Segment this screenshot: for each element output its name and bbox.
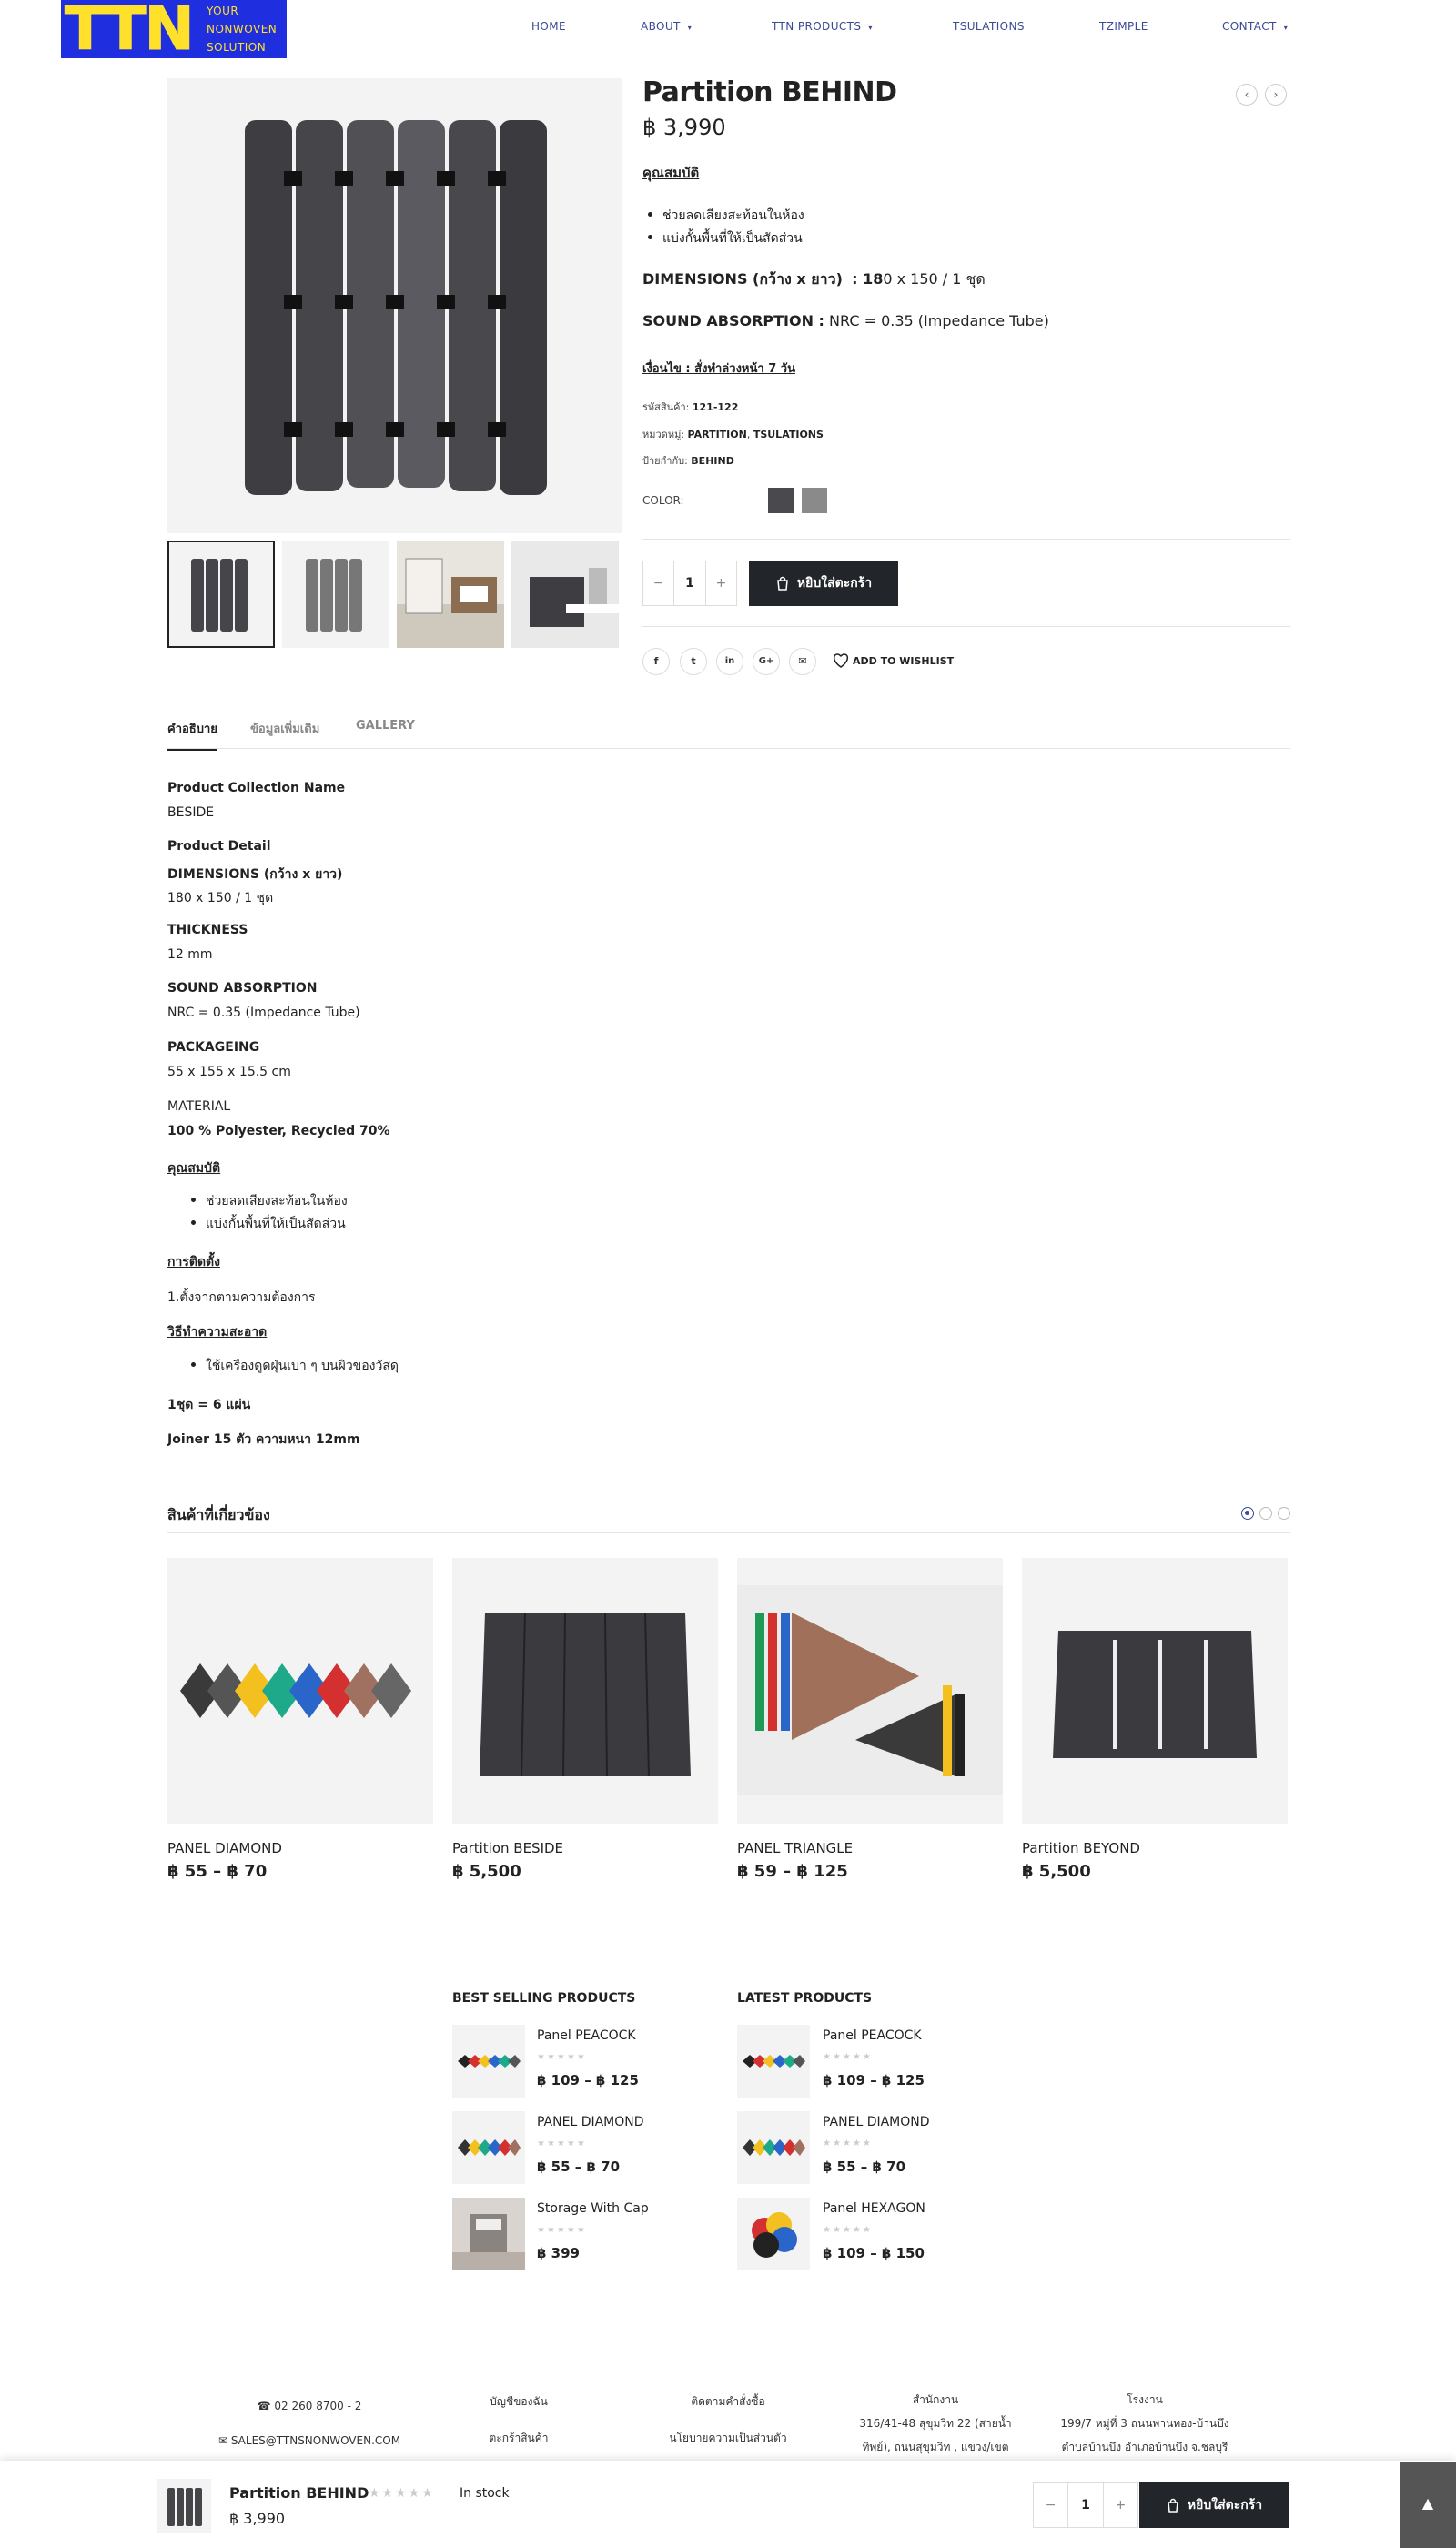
add-to-cart-label: หยิบใส่ตะกร้า bbox=[796, 576, 873, 591]
related-image-triangle[interactable] bbox=[737, 1558, 1003, 1824]
nav-tzimple[interactable] bbox=[1099, 20, 1148, 33]
latest-price: ฿ 109 – ฿ 150 bbox=[823, 2245, 925, 2261]
latest-image[interactable] bbox=[737, 2198, 810, 2270]
best-selling-name[interactable]: Panel PEACOCK bbox=[537, 2028, 636, 2043]
material-value: 100 % Polyester, Recycled 70% bbox=[167, 1124, 390, 1138]
product-title: Partition BEHIND bbox=[642, 76, 897, 108]
collection-value: BESIDE bbox=[167, 805, 215, 820]
footer-link-privacy[interactable]: นโยบายความเป็นส่วนตัว bbox=[669, 2432, 787, 2444]
order-condition: เงื่อนไข : สั่งทำล่วงหน้า 7 วัน bbox=[642, 362, 795, 376]
dimensions-value: 0 x 150 / 1 ชุด bbox=[883, 270, 986, 288]
thickness-value: 12 mm bbox=[167, 947, 213, 962]
chevron-left-icon: ‹ bbox=[1244, 88, 1249, 101]
email-share-icon[interactable]: ✉ bbox=[789, 648, 816, 675]
sound-row bbox=[642, 312, 1049, 329]
sticky-qty-input[interactable]: 1 bbox=[1067, 2483, 1103, 2527]
factory-address-1: 199/7 หมู่ที่ 3 ถนนพานทอง-บ้านบึง bbox=[1060, 2417, 1229, 2430]
joiner-info: Joiner 15 ตัว ความหนา 12mm bbox=[167, 1432, 360, 1447]
tab-additional-info[interactable]: ข้อมูลเพิ่มเติม bbox=[250, 723, 320, 736]
install-text: 1.ตั้งจากตามความต้องการ bbox=[167, 1290, 316, 1305]
best-selling-price: ฿ 399 bbox=[537, 2245, 580, 2261]
category-label: หมวดหมู่: bbox=[642, 429, 685, 440]
best-selling-heading: BEST SELLING PRODUCTS bbox=[452, 1991, 636, 2006]
related-price: ฿ 5,500 bbox=[452, 1862, 521, 1881]
sticky-quantity-stepper bbox=[1033, 2482, 1138, 2528]
latest-products-heading: LATEST PRODUCTS bbox=[737, 1991, 873, 2006]
sticky-cart-label: หยิบใส่ตะกร้า bbox=[1187, 2498, 1263, 2513]
email-address: SALES@TTNSNONWOVEN.COM bbox=[230, 2434, 401, 2447]
footer-link-track-order[interactable]: ติดตามคำสั่งซื้อ bbox=[691, 2395, 765, 2408]
wishlist-label: ADD TO WISHLIST bbox=[853, 654, 955, 667]
divider bbox=[167, 1532, 1290, 1533]
qty-minus-button[interactable]: − bbox=[652, 576, 664, 591]
cleaning-item: ใช้เครื่องดูดฝุ่นเบา ๆ บนผิวของวัสดุ bbox=[206, 1356, 399, 1376]
features-heading: คุณสมบัติ bbox=[167, 1161, 221, 1176]
qty-plus-button[interactable]: + bbox=[715, 576, 727, 591]
site-header bbox=[0, 0, 1456, 64]
logo-mark: TTN bbox=[65, 0, 193, 64]
twitter-share-icon[interactable]: t bbox=[680, 648, 707, 675]
latest-name[interactable]: Panel PEACOCK bbox=[823, 2028, 922, 2043]
color-label: COLOR: bbox=[642, 494, 684, 507]
rating-stars: ★★★★★ bbox=[823, 2225, 873, 2235]
thickness-heading: THICKNESS bbox=[167, 923, 248, 937]
thumbnail-1[interactable] bbox=[167, 541, 275, 648]
office-address-2: ทิพย์), ถนนสุขุมวิท , แขวง/เขต bbox=[862, 2441, 1009, 2453]
latest-name[interactable]: Panel HEXAGON bbox=[823, 2201, 925, 2216]
best-selling-image[interactable] bbox=[452, 2111, 525, 2184]
next-product-button[interactable] bbox=[1265, 84, 1287, 106]
linkedin-share-icon[interactable]: in bbox=[716, 648, 743, 675]
related-name[interactable]: Partition BESIDE bbox=[452, 1840, 564, 1856]
thumbnail-4[interactable] bbox=[511, 541, 619, 648]
chevron-up-icon: ▲ bbox=[1421, 2494, 1434, 2512]
chevron-down-icon: ▾ bbox=[687, 24, 693, 32]
heart-icon bbox=[833, 653, 849, 668]
divider bbox=[642, 626, 1290, 627]
cleaning-heading: วิธีทำความสะอาด bbox=[167, 1325, 268, 1340]
related-heading: สินค้าที่เกี่ยวข้อง bbox=[167, 1506, 270, 1523]
category-link-tsulations[interactable] bbox=[753, 429, 824, 440]
logo-line2: NONWOVEN bbox=[207, 23, 278, 35]
sticky-thumbnail bbox=[157, 2479, 211, 2533]
related-name[interactable]: PANEL DIAMOND bbox=[167, 1840, 282, 1856]
sku-value: 121-122 bbox=[692, 401, 739, 413]
prev-product-button[interactable] bbox=[1236, 84, 1258, 106]
nav-contact-label: CONTACT bbox=[1222, 20, 1277, 33]
stock-status: In stock bbox=[460, 2486, 510, 2501]
latest-price: ฿ 109 – ฿ 125 bbox=[823, 2072, 925, 2088]
rating-stars: ★★★★★ bbox=[537, 2052, 587, 2062]
related-name[interactable]: PANEL TRIANGLE bbox=[737, 1840, 854, 1856]
dimensions-label: DIMENSIONS (กว้าง x ยาว) bbox=[642, 270, 843, 288]
add-to-wishlist-link[interactable] bbox=[833, 653, 954, 668]
dimensions-value-bold: : 18 bbox=[852, 270, 884, 288]
latest-name[interactable]: PANEL DIAMOND bbox=[823, 2115, 930, 2129]
sticky-qty-plus[interactable]: + bbox=[1115, 2498, 1127, 2513]
envelope-icon: ✉ bbox=[217, 2434, 228, 2447]
related-image-beyond[interactable] bbox=[1022, 1558, 1288, 1824]
rating-stars: ★★★★★ bbox=[537, 2138, 587, 2149]
qty-input[interactable]: 1 bbox=[673, 561, 705, 605]
phone-icon: ☎ bbox=[257, 2400, 271, 2412]
related-name[interactable]: Partition BEYOND bbox=[1022, 1840, 1140, 1856]
shopping-bag-icon bbox=[775, 576, 790, 591]
office-address-1: 316/41-48 สุขุมวิท 22 (สายน้ำ bbox=[859, 2417, 1012, 2430]
phone-number: 02 260 8700 - 2 bbox=[274, 2400, 362, 2412]
related-price: ฿ 5,500 bbox=[1022, 1862, 1091, 1881]
material-heading: MATERIAL bbox=[167, 1099, 231, 1114]
sound-value: NRC = 0.35 (Impedance Tube) bbox=[167, 1006, 360, 1020]
googleplus-share-icon[interactable]: G+ bbox=[753, 648, 780, 675]
best-selling-name[interactable]: PANEL DIAMOND bbox=[537, 2115, 644, 2129]
category-sep: , bbox=[746, 429, 751, 440]
tab-description[interactable]: คำอธิบาย bbox=[167, 719, 217, 751]
category-link-partition[interactable] bbox=[688, 429, 747, 440]
color-swatch-grey[interactable] bbox=[802, 488, 827, 513]
category-row bbox=[642, 426, 824, 442]
carousel-dot-2[interactable] bbox=[1259, 1507, 1272, 1520]
add-to-cart-button[interactable] bbox=[749, 561, 898, 606]
quantity-stepper bbox=[642, 561, 737, 606]
best-selling-name[interactable]: Storage With Cap bbox=[537, 2201, 649, 2216]
nav-home[interactable] bbox=[531, 20, 566, 33]
nav-tsulations-label: TSULATIONS bbox=[953, 20, 1025, 33]
footer-phone[interactable] bbox=[228, 2400, 391, 2412]
scroll-to-top-button[interactable] bbox=[1400, 2462, 1456, 2548]
feature-item: แบ่งกั้นพื้นที่ให้เป็นสัดส่วน bbox=[662, 228, 803, 248]
related-image-diamond[interactable] bbox=[167, 1558, 433, 1824]
latest-image[interactable] bbox=[737, 2111, 810, 2184]
main-nav bbox=[0, 20, 1456, 40]
chevron-down-icon: ▾ bbox=[1283, 24, 1289, 32]
factory-address-2: ตำบลบ้านบึง อำเภอบ้านบึง จ.ชลบุรี bbox=[1061, 2441, 1228, 2453]
nav-home-label: HOME bbox=[531, 20, 567, 33]
product-price: ฿ 3,990 bbox=[642, 115, 726, 140]
rating-stars: ★★★★★ bbox=[823, 2138, 873, 2149]
thumbnail-2[interactable] bbox=[282, 541, 389, 648]
sound-heading: SOUND ABSORPTION bbox=[167, 981, 318, 996]
dimensions-heading: DIMENSIONS (กว้าง x ยาว) bbox=[167, 867, 343, 882]
tag-link[interactable] bbox=[691, 455, 734, 467]
sound-label: SOUND ABSORPTION : bbox=[642, 312, 824, 329]
carousel-dot-1[interactable] bbox=[1241, 1507, 1254, 1520]
sticky-add-to-cart-button[interactable] bbox=[1139, 2482, 1289, 2528]
tag-value: BEHIND bbox=[691, 455, 734, 467]
related-price: ฿ 55 – ฿ 70 bbox=[167, 1862, 268, 1881]
install-heading: การติดตั้ง bbox=[167, 1255, 220, 1269]
tag-label: ป้ายกำกับ: bbox=[642, 455, 688, 467]
nav-about-label: ABOUT bbox=[641, 20, 681, 33]
best-selling-image[interactable] bbox=[452, 2198, 525, 2270]
sticky-title: Partition BEHIND bbox=[229, 2484, 369, 2502]
sku-label: รหัสสินค้า: bbox=[642, 401, 690, 413]
product-main-image[interactable] bbox=[167, 78, 622, 533]
thumbnail-3[interactable] bbox=[397, 541, 504, 648]
latest-image[interactable] bbox=[737, 2025, 810, 2098]
color-swatch-dark[interactable] bbox=[768, 488, 794, 513]
dimensions-value: 180 x 150 / 1 ชุด bbox=[167, 891, 274, 905]
rating-stars: ★★★★★ bbox=[823, 2052, 873, 2062]
tab-divider bbox=[167, 748, 1290, 749]
related-image-beside[interactable] bbox=[452, 1558, 718, 1824]
facebook-share-icon[interactable]: f bbox=[642, 648, 670, 675]
packaging-value: 55 x 155 x 15.5 cm bbox=[167, 1065, 291, 1079]
best-selling-image[interactable] bbox=[452, 2025, 525, 2098]
sticky-qty-minus[interactable]: − bbox=[1045, 2498, 1057, 2513]
footer-link-cart[interactable]: ตะกร้าสินค้า bbox=[489, 2432, 549, 2444]
feature-item: ช่วยลดเสียงสะท้อนในห้อง bbox=[206, 1191, 348, 1211]
sku-row bbox=[642, 399, 738, 415]
chevron-down-icon: ▾ bbox=[868, 24, 873, 32]
related-price: ฿ 59 – ฿ 125 bbox=[737, 1862, 848, 1881]
carousel-dot-3[interactable] bbox=[1278, 1507, 1290, 1520]
footer-email[interactable] bbox=[182, 2434, 437, 2447]
nav-about[interactable] bbox=[641, 20, 692, 33]
office-heading: สำนักงาน bbox=[912, 2393, 959, 2406]
feature-item: ช่วยลดเสียงสะท้อนในห้อง bbox=[662, 206, 804, 226]
category-partition: PARTITION bbox=[687, 429, 747, 440]
latest-price: ฿ 55 – ฿ 70 bbox=[823, 2159, 906, 2175]
packaging-heading: PACKAGEING bbox=[167, 1040, 260, 1055]
nav-products-label: TTN PRODUCTS bbox=[772, 20, 862, 33]
nav-contact[interactable] bbox=[1222, 20, 1288, 33]
sticky-price: ฿ 3,990 bbox=[229, 2510, 286, 2527]
shopping-bag-icon bbox=[1166, 2498, 1180, 2513]
logo-line1: YOUR bbox=[207, 5, 239, 17]
divider bbox=[642, 539, 1290, 540]
logo-line3: SOLUTION bbox=[207, 41, 267, 54]
rating-stars: ★★★★★ bbox=[537, 2225, 587, 2235]
detail-heading: Product Detail bbox=[167, 839, 271, 854]
tab-gallery[interactable]: GALLERY bbox=[356, 719, 415, 733]
dimensions-row bbox=[642, 268, 986, 291]
set-info: 1ชุด = 6 แผ่น bbox=[167, 1398, 251, 1412]
collection-heading: Product Collection Name bbox=[167, 781, 346, 795]
feature-item: แบ่งกั้นพื้นที่ให้เป็นสัดส่วน bbox=[206, 1214, 346, 1234]
features-heading: คุณสมบัติ bbox=[642, 165, 700, 181]
tag-row bbox=[642, 452, 734, 469]
nav-tsulations[interactable] bbox=[953, 20, 1025, 33]
chevron-right-icon: › bbox=[1273, 88, 1279, 101]
best-selling-price: ฿ 109 – ฿ 125 bbox=[537, 2072, 639, 2088]
rating-stars: ★★★★★ bbox=[369, 2486, 435, 2501]
best-selling-price: ฿ 55 – ฿ 70 bbox=[537, 2159, 621, 2175]
factory-heading: โรงงาน bbox=[1127, 2393, 1163, 2406]
nav-tzimple-label: TZIMPLE bbox=[1099, 20, 1148, 33]
nav-ttn-products[interactable] bbox=[772, 20, 873, 33]
footer-link-account[interactable]: บัญชีของฉัน bbox=[490, 2395, 548, 2408]
sticky-add-to-cart-bar bbox=[0, 2461, 1456, 2548]
category-tsulations: TSULATIONS bbox=[753, 429, 824, 440]
sound-value: NRC = 0.35 (Impedance Tube) bbox=[829, 312, 1049, 329]
